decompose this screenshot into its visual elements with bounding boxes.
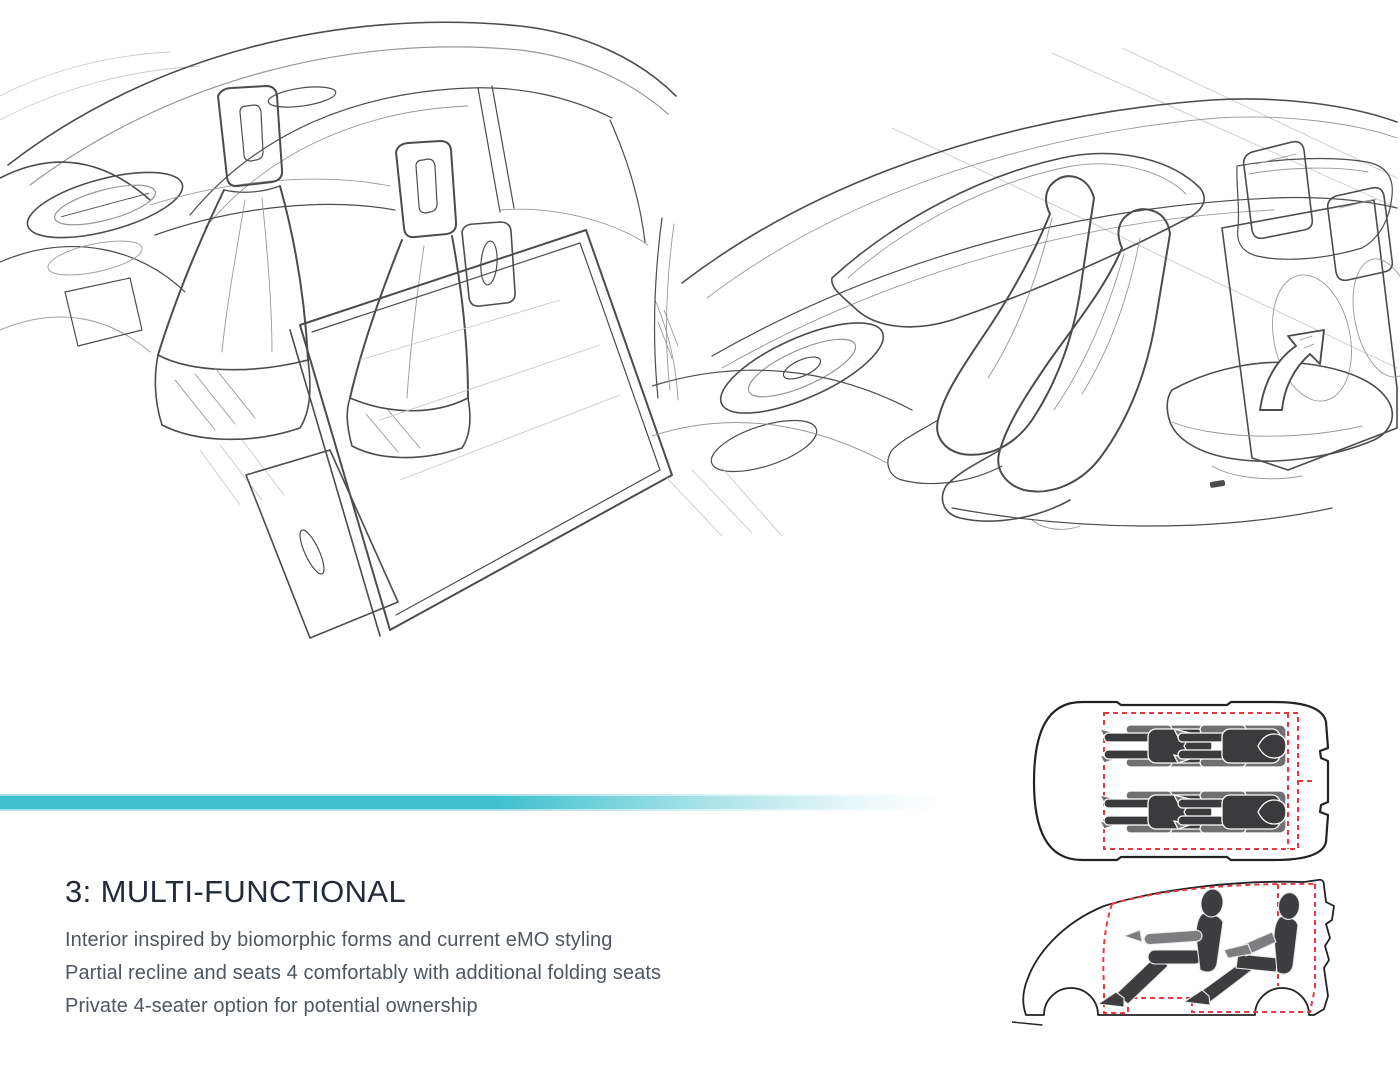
- section-line-1: Interior inspired by biomorphic forms and current eMO styling: [65, 929, 613, 951]
- teal-divider: [0, 794, 952, 811]
- section-title: 3: MULTI-FUNCTIONAL: [65, 874, 407, 909]
- top-view-seating-diagram: [1022, 696, 1348, 868]
- section-line-2: Partial recline and seats 4 comfortably with additional folding seats: [65, 962, 662, 984]
- side-view-seating-diagram: [1012, 876, 1348, 1032]
- section-line-3: Private 4-seater option for potential ownership: [65, 995, 478, 1017]
- interior-sketch-left: [0, 0, 680, 640]
- fold-arrow-icon: [1260, 330, 1324, 410]
- interior-sketch-right: [652, 38, 1400, 538]
- section-text-block: [65, 874, 661, 1029]
